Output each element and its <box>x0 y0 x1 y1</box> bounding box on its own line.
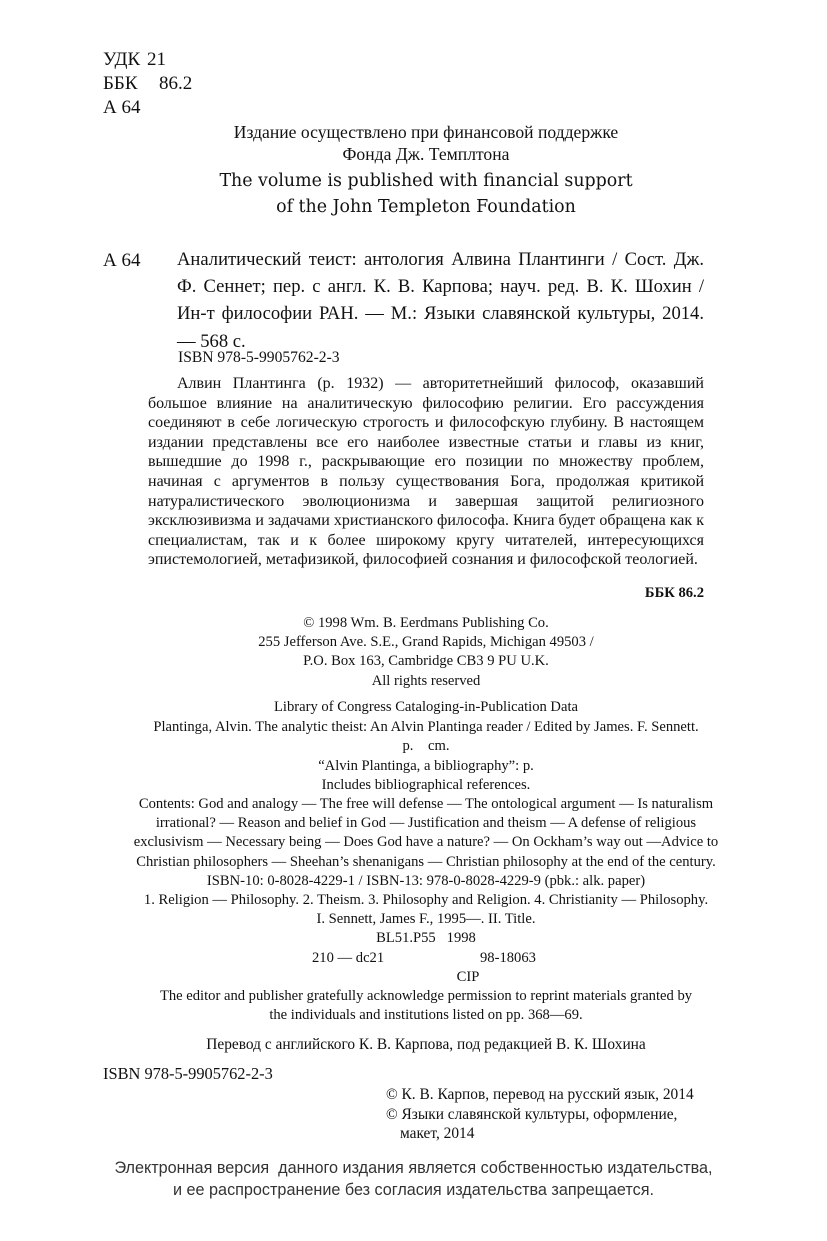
copyright-original-line-4: All rights reserved <box>371 672 481 689</box>
annotation-bbk: ББК 86.2 <box>644 585 704 601</box>
loc-cip-mark: CIP <box>456 968 480 985</box>
copyright-original-line-3: P.O. Box 163, Cambridge CB3 9 PU U.K. <box>303 653 549 670</box>
loc-cip-header: Library of Congress Cataloging-in-Publication Data <box>274 699 578 715</box>
electronic-notice-line-1: Электронная версия данного издания является собственностью издательства, <box>114 1159 713 1177</box>
loc-ack-line-2: the individuals and institutions listed on pp. 368—69. <box>269 1007 583 1024</box>
biblio-mark: А 64 <box>103 250 141 271</box>
udk-row <box>103 48 303 72</box>
loc-contents-line-3: exclusivism — Necessary being — Does God have a nature? — On Ockham’s way out —Advice to <box>133 834 719 851</box>
loc-contents-line-2: irrational? — Reason and belief in God — Justification and theism — A defense of religious <box>155 815 697 832</box>
udk-value: 21 <box>147 49 166 70</box>
copyright-original-line-2: 255 Jefferson Ave. S.E., Grand Rapids, Michigan 49503 / <box>258 634 594 651</box>
copyright-ru-line-3: макет, 2014 <box>400 1125 475 1143</box>
bbk-value: 86.2 <box>159 73 193 94</box>
loc-isbn-line: ISBN-10: 0-8028-4229-1 / ISBN-13: 978-0-8028-4229-9 (pbk.: alk. paper) <box>206 872 646 889</box>
copyright-original <box>148 614 704 691</box>
translation-note: Перевод с английского К. В. Карпова, под редакцией В. К. Шохина <box>206 1036 646 1053</box>
annotation: Алвин Плантинга (р. 1932) — авторитетнейший философ, оказавший большое влияние на аналитическую философию религии. Его рассуждения соединяют в себе логическую строгость и философскую глубину. В настоящем издании представлены все его наиболее известные статьи и главы из книг, вышедшие до 1998 г., раскрывающие его позиции по множеству проблем, начиная с аргументов в пользу существования Бога, продолжая критикой натуралистического эволюционизма и завершая защитой религиозного эксклюзивизма и задачами христианского философа. Книга будет обращена как к специалистам, так и к более широкому кругу читателей, интересующихся эпистемологией, метафизикой, философией сознания и философской теологией. <box>148 375 704 569</box>
loc-references-note: Includes bibliographical references. <box>321 776 531 793</box>
copyright-ru <box>386 1085 694 1144</box>
support-en-line-2: of the John Templeton Foundation <box>276 197 576 217</box>
loc-contents-line-4: Christian philosophers — Sheehan’s shenanigans — Christian philosophy at the end of the century. <box>136 853 716 870</box>
biblio-entry: Аналитический теист: антология Алвина Плантинги / Сост. Дж. Ф. Сеннет; пер. с англ. К. В. Карпова; науч. ред. В. К. Шохин / Ин-т философии РАН. — М.: Языки славянской культуры, 2014. — 568 с. <box>177 249 704 352</box>
electronic-notice-line-2: и ее распространение без согласия издательства запрещается. <box>173 1181 654 1199</box>
isbn-bottom: ISBN 978-5-9905762-2-3 <box>103 1064 273 1083</box>
copyright-ru-line-2: © Языки славянской культуры, оформление, <box>386 1105 678 1123</box>
support-ru-line-1: Издание осуществлено при финансовой поддержке <box>233 122 619 142</box>
support-ru-line-2: Фонда Дж. Темплтона <box>342 144 510 164</box>
electronic-notice <box>40 1157 787 1201</box>
copyright-ru-line-1: © К. В. Карпов, перевод на русский язык, 2014 <box>386 1086 694 1103</box>
loc-cip-block <box>90 698 762 1025</box>
loc-bibliography-note: “Alvin Plantinga, a bibliography”: p. <box>318 757 534 774</box>
loc-main-entry: Plantinga, Alvin. The analytic theist: An Alvin Plantinga reader / Edited by James. F. Sennett. <box>153 719 699 736</box>
support-en-line-1: The volume is published with financial support <box>219 171 633 191</box>
loc-ack-line-1: The editor and publisher gratefully acknowledge permission to reprint materials granted by <box>159 988 693 1005</box>
biblio-isbn: ISBN 978-5-9905762-2-3 <box>178 349 340 366</box>
loc-pagination: p. cm. <box>402 738 450 755</box>
udk-label: УДК <box>103 49 141 70</box>
bbk-row <box>103 72 303 96</box>
loc-lccn: 98-18063 <box>480 949 536 966</box>
author-mark: А 64 <box>103 97 141 118</box>
loc-dewey-row <box>90 949 762 968</box>
support-statement <box>160 121 692 220</box>
loc-dewey: 210 — dc21 <box>312 949 385 966</box>
loc-added-entries: I. Sennett, James F., 1995—. II. Title. <box>316 911 536 928</box>
copyright-original-line-1: © 1998 Wm. B. Eerdmans Publishing Co. <box>303 615 549 631</box>
bbk-label: ББК <box>103 73 138 94</box>
loc-contents-line-1: Contents: God and analogy — The free will defense — The ontological argument — Is naturalism <box>138 796 714 813</box>
classification-block <box>103 48 303 120</box>
loc-subjects: 1. Religion — Philosophy. 2. Theism. 3. Philosophy and Religion. 4. Christianity — Philosophy. <box>143 892 709 909</box>
loc-call-number: BL51.P55 1998 <box>376 930 476 947</box>
